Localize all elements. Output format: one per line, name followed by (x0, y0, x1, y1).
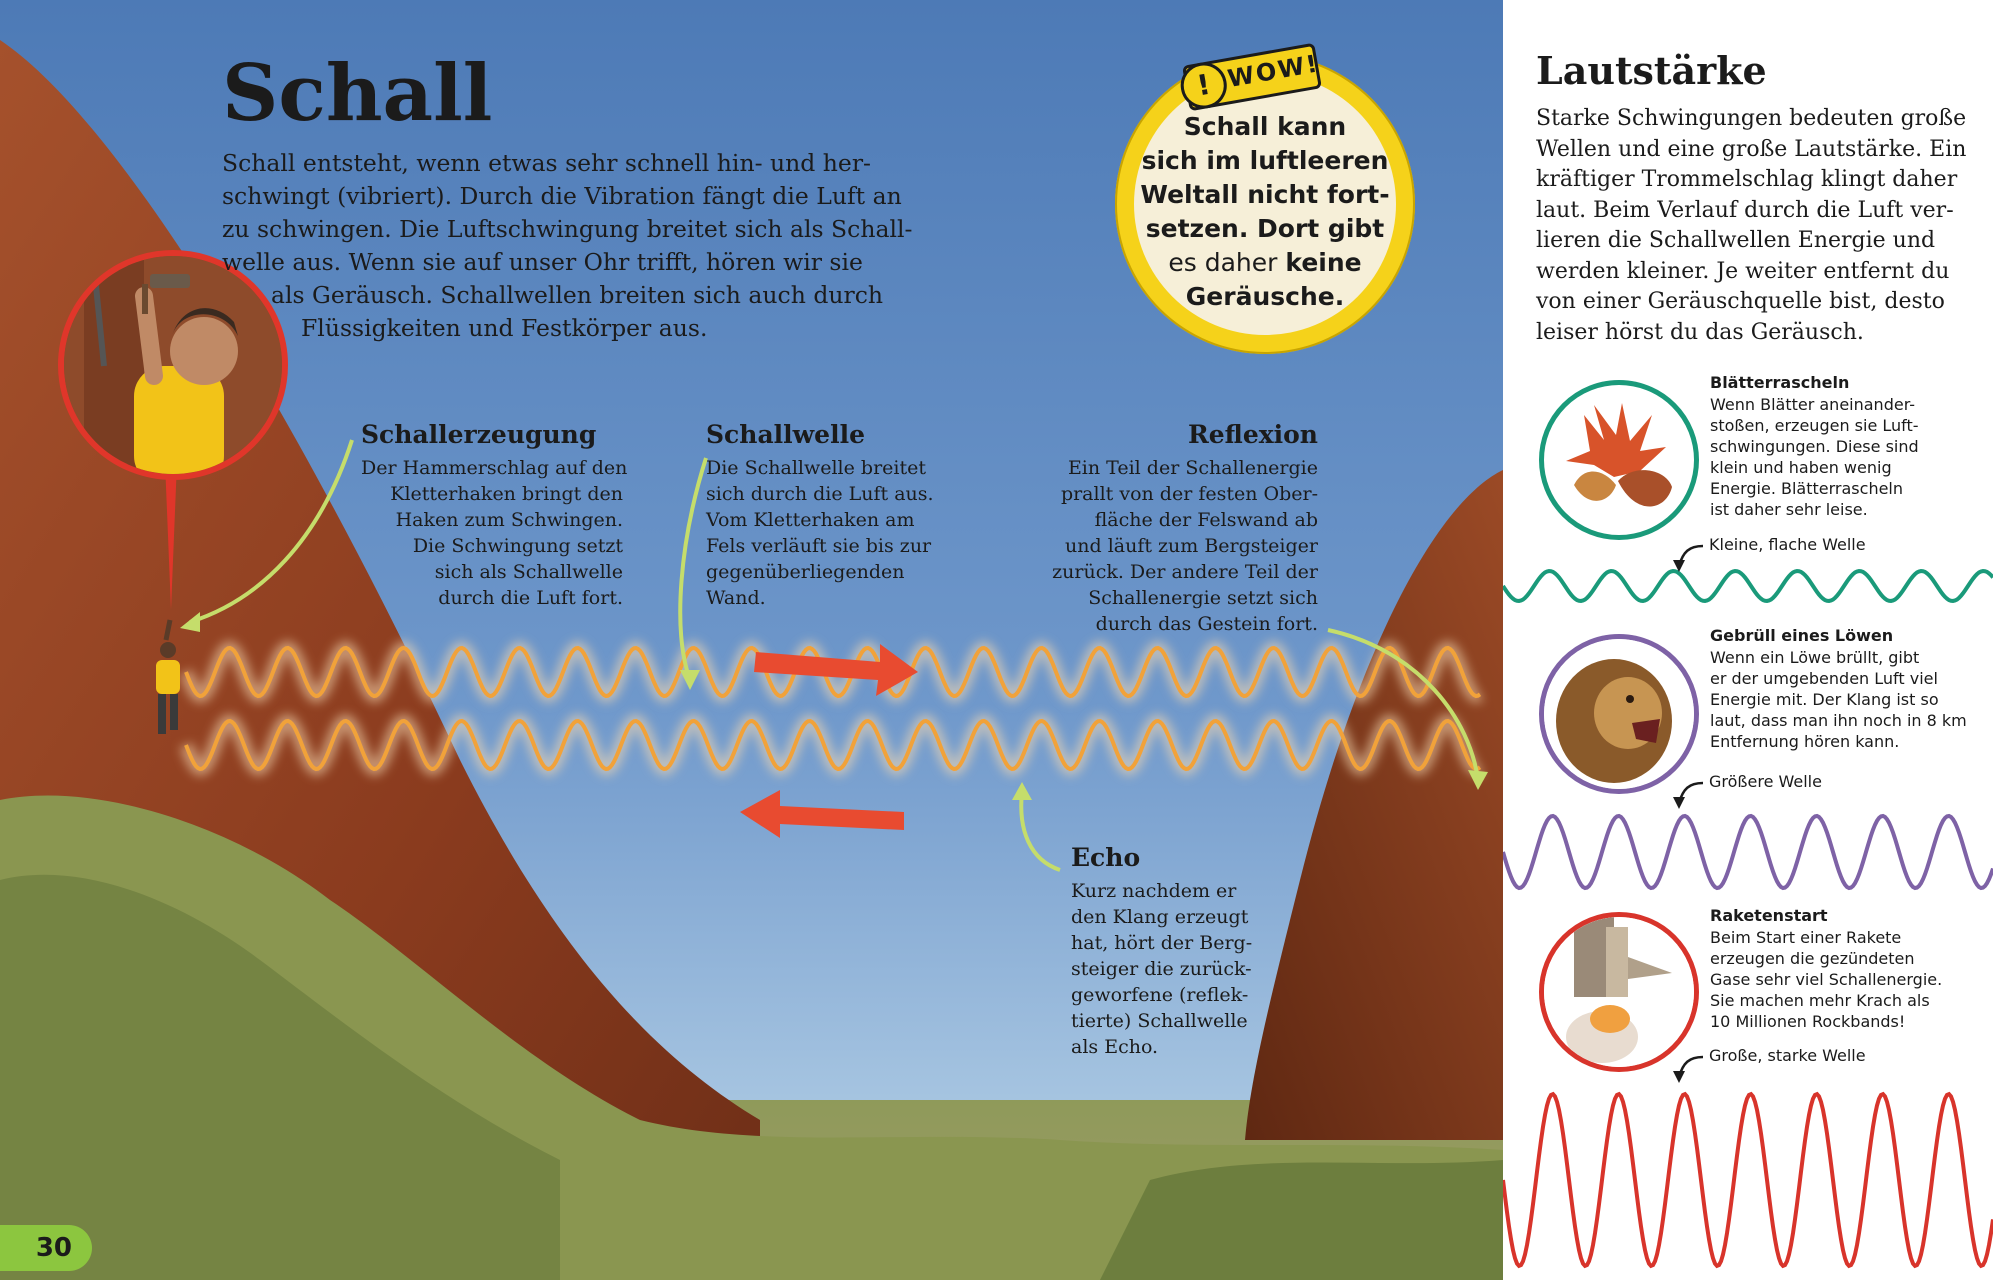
text-line: Gase sehr viel Schallenergie. (1710, 970, 1943, 989)
text-line: gegenüberliegenden (706, 561, 905, 583)
intro-line: lieren die Schallwellen Energie und (1536, 228, 1936, 253)
text-line: klein und haben wenig (1710, 458, 1892, 477)
wow-tag-label: WOW! (1225, 49, 1322, 93)
wow-line: es daher keine (1168, 248, 1362, 277)
text-line: 10 Millionen Rockbands! (1710, 1012, 1906, 1031)
text-line: sich als Schallwelle (434, 561, 623, 583)
exclamation-icon: ! (1177, 59, 1230, 112)
wow-line: setzen. Dort gibt (1145, 214, 1385, 243)
label-reflexion-text (1038, 455, 1318, 637)
section-intro (1536, 104, 1966, 348)
wow-line: Schall kann (1183, 112, 1347, 141)
intro-line: als Geräusch. Schallwellen breiten sich auch durch (271, 281, 884, 309)
right-page (1503, 0, 1993, 1280)
intro-line: schwingt (vibriert). Durch die Vibration fängt die Luft an (222, 182, 902, 210)
intro-line: werden kleiner. Je weiter entfernt du (1536, 258, 1950, 284)
rocket-icon (1544, 917, 1694, 1067)
text-line: Sie machen mehr Krach als (1710, 991, 1930, 1010)
lion-image (1539, 634, 1699, 794)
text-line: Entfernung hören kann. (1710, 732, 1900, 751)
label-schallwelle-heading: Schallwelle (706, 420, 865, 449)
text-line: prallt von der festen Ober- (1060, 483, 1318, 505)
text-line: Energie. Blätterrascheln (1710, 479, 1904, 498)
section-title: Lautstärke (1536, 48, 1767, 93)
wow-fact-badge (1115, 49, 1415, 354)
text-line: Wenn ein Löwe brüllt, gibt (1710, 648, 1920, 667)
text-line: laut, dass man ihn noch in 8 km (1710, 711, 1967, 730)
page-number: 30 (0, 1225, 92, 1271)
text-line: Haken zum Schwingen. (395, 509, 623, 531)
leaf-icon (1544, 385, 1694, 535)
wave-label: Größere Welle (1709, 772, 1822, 791)
intro-line: welle aus. Wenn sie auf unser Ohr trifft, hören wir sie (222, 248, 863, 276)
wave-label: Große, starke Welle (1709, 1046, 1866, 1065)
text-line: Vom Kletterhaken am (706, 509, 915, 531)
wow-line: Geräusche. (1185, 282, 1345, 311)
text-line: Der Hammerschlag auf den (361, 457, 628, 479)
climber-inset-photo (58, 250, 288, 480)
text-line: steiger die zurück- (1071, 958, 1252, 980)
intro-line: Schall entsteht, wenn etwas sehr schnell hin- und her- (222, 149, 871, 177)
intro-line: kräftiger Trommelschlag klingt daher (1536, 167, 1958, 192)
label-reflexion-heading: Reflexion (1187, 420, 1318, 449)
text-line: Ein Teil der Schallenergie (1067, 457, 1318, 479)
label-schallerzeugung-heading: Schallerzeugung (361, 420, 597, 449)
page-title: Schall (222, 48, 493, 139)
text-line: Wand. (706, 587, 766, 609)
text-line: Die Schallwelle breitet (706, 457, 926, 479)
intro-line: zu schwingen. Die Luftschwingung breitet sich als Schall- (222, 215, 913, 243)
text-line: tierte) Schallwelle (1071, 1010, 1248, 1032)
text-line: erzeugen die gezündeten (1710, 949, 1915, 968)
text-line: durch das Gestein fort. (1095, 613, 1318, 635)
arrow-left-icon (740, 790, 904, 838)
intro-line: Wellen und eine große Lautstärke. Ein (1536, 136, 1967, 162)
label-schallwelle-text (706, 455, 934, 611)
text-line: sich durch die Luft aus. (706, 483, 934, 505)
small-flat-wave (1503, 571, 1993, 601)
wow-text (1115, 110, 1415, 314)
intro-line: Starke Schwingungen bedeuten große (1536, 106, 1967, 131)
text-line: Wenn Blätter aneinander- (1710, 395, 1916, 414)
text-line: geworfene (reflek- (1071, 984, 1249, 1006)
large-strong-wave (1503, 1094, 1993, 1266)
label-schallerzeugung-text (361, 455, 628, 611)
text-line: ist daher sehr leise. (1710, 500, 1868, 519)
label-echo-text (1071, 878, 1252, 1060)
text-line: Kletterhaken bringt den (390, 483, 623, 505)
leaves-image (1539, 380, 1699, 540)
text-line: als Echo. (1071, 1036, 1159, 1058)
text-line: stoßen, erzeugen sie Luft- (1710, 416, 1919, 435)
intro-line: laut. Beim Verlauf durch die Luft ver- (1536, 197, 1954, 223)
hammer-climber-illustration (64, 256, 282, 474)
intro-line: Flüssigkeiten und Festkörper aus. (301, 314, 708, 342)
item-text (1710, 927, 1942, 1032)
text-line: den Klang erzeugt (1071, 906, 1249, 928)
text-line: Energie mit. Der Klang ist so (1710, 690, 1939, 709)
text-line: zurück. Der andere Teil der (1052, 561, 1318, 583)
item-heading: Gebrüll eines Löwen (1710, 626, 1894, 645)
wow-line: Weltall nicht fort- (1140, 180, 1390, 209)
text-line: er der umgebenden Luft viel (1710, 669, 1938, 688)
text-line: durch die Luft fort. (438, 587, 623, 609)
text-line: fläche der Felswand ab (1094, 509, 1318, 531)
item-heading: Raketenstart (1710, 906, 1828, 925)
text-line: Kurz nachdem er (1071, 880, 1237, 902)
text-line: und läuft zum Bergsteiger (1065, 535, 1318, 557)
intro-line: leiser hörst du das Geräusch. (1536, 319, 1864, 345)
lion-icon (1544, 639, 1694, 789)
rocket-image (1539, 912, 1699, 1072)
label-echo-heading: Echo (1071, 843, 1141, 872)
item-text (1710, 394, 1919, 520)
wave-label: Kleine, flache Welle (1709, 535, 1866, 554)
item-heading: Blätterrascheln (1710, 373, 1850, 392)
item-text (1710, 647, 1967, 752)
intro-line: von einer Geräuschquelle bist, desto (1536, 289, 1945, 314)
larger-wave (1503, 816, 1993, 888)
text-line: Beim Start einer Rakete (1710, 928, 1902, 947)
text-line: Die Schwingung setzt (412, 535, 623, 557)
wow-line: sich im luftleeren (1141, 146, 1389, 175)
text-line: schwingungen. Diese sind (1710, 437, 1919, 456)
bush-right (1100, 1160, 1503, 1280)
text-line: hat, hört der Berg- (1071, 932, 1253, 954)
text-line: Schallenergie setzt sich (1088, 587, 1318, 609)
text-line: Fels verläuft sie bis zur (706, 535, 932, 557)
